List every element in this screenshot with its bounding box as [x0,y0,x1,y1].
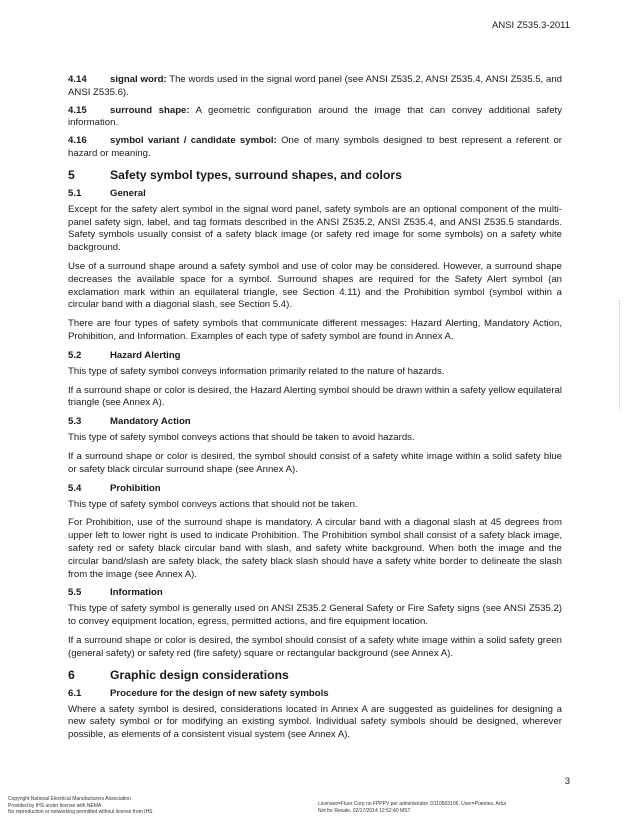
subsection-title: General [110,187,146,199]
definition-term: signal word: [110,74,167,85]
section-5-5-heading [68,587,562,598]
document-body [68,74,562,748]
paragraph: There are four types of safety symbols that communicate different messages: Hazard Alerting, Mandatory Action, Prohibition, and Information. Examples of each type of safety symbol are found in Annex A. [68,318,562,342]
clause-number: 4.14 [68,74,87,85]
paragraph: Where a safety symbol is desired, considerations located in Annex A are suggested as guidelines for designing a new safety symbol or for modifying an existing symbol. Individual safety symbols should be designed, wherever possible, as elements of a consistent visual system (see Annex A). [68,703,562,741]
section-5-heading [68,168,562,182]
section-number: 6 [68,667,75,682]
paragraph: If a surround shape or color is desired, the symbol should consist of a safety white image within a solid safety blue or safety black circular surround shape (see Annex A). [68,450,562,475]
footer-copyright [8,796,153,816]
subsection-number: 5.5 [68,587,82,599]
definition-4-14 [68,74,562,100]
footer-line: Not for Resale, 02/17/2014 12:52:40 MST [318,807,411,814]
footer-line: No reproduction or networking permitted without license from IHS [8,809,153,816]
page-number: 3 [564,776,570,787]
paragraph: This type of safety symbol conveys information primarily related to the nature of hazards. [68,365,445,377]
section-5-2-heading [68,350,562,361]
paragraph: If a surround shape or color is desired, the Hazard Alerting symbol should be drawn within a safety yellow equilateral triangle (see Annex A). [68,384,562,409]
clause-number: 4.15 [68,104,87,116]
section-6-heading [68,668,562,682]
subsection-number: 5.3 [68,416,82,428]
footer-license [318,801,506,814]
section-5-4-heading [68,483,562,494]
section-title: Safety symbol types, surround shapes, and colors [110,167,402,182]
footer-line: Provided by IHS under license with NEMA [8,802,102,809]
section-number: 5 [68,167,75,182]
subsection-title: Hazard Alerting [110,349,181,361]
clause-number: 4.16 [68,135,87,147]
subsection-number: 5.1 [68,187,82,199]
subsection-title: Mandatory Action [110,416,191,428]
footer-line: Copyright National Electrical Manufacturers Association [8,796,131,802]
definition-text: The words used in the signal word panel (see ANSI Z535.2, ANSI Z535.4, ANSI Z535.5, and ANSI Z535.6). [68,74,562,98]
footer-line: Licensee=Fluor Corp no FPPPV per administrator /2110503106, User=Puentes, Artur [318,801,507,807]
paragraph: For Prohibition, use of the surround shape is mandatory. A circular band with a diagonal slash at 45 degrees from upper left to lower right is used to indicate Prohibition. The Prohibition symbol shall consist of a safety black image, safety red or safety black circular band with slash, and safety white background. When both the image and the circular band/slash are safety black, the safety black slash should have a safety white border to delineate the slash from the image (see Annex A). [68,517,562,580]
definition-4-16 [68,135,562,161]
paragraph: If a surround shape or color is desired, the symbol should consist of a safety white image within a solid safety green (general safety) or safety red (fire safety) square or rectangular background (see Annex A). [68,634,562,659]
definition-term: surround shape: [110,104,190,116]
paragraph: Except for the safety alert symbol in the signal word panel, safety symbols are an optional component of the multi-panel safety sign, label, and tag formats described in the ANSI Z535.2, ANSI Z535.4, and ANSI Z535.5 standards. Safety symbols usually consist of a safety black image (or safety red image for some symbols) on a safety white background. [68,203,562,254]
section-5-3-heading [68,416,562,427]
section-title: Graphic design considerations [110,667,289,682]
subsection-title: Information [110,587,163,599]
page-header: ANSI Z535.3-2011 [492,20,570,31]
margin-watermark-mark [619,300,624,410]
paragraph: This type of safety symbol conveys actions that should be taken to avoid hazards. [68,432,415,444]
section-6-1-heading [68,688,562,699]
subsection-title: Procedure for the design of new safety symbols [110,687,329,699]
section-5-1-heading [68,188,562,199]
definition-term: symbol variant / candidate symbol: [110,135,277,147]
subsection-number: 6.1 [68,687,82,699]
subsection-number: 5.4 [68,482,82,494]
subsection-title: Prohibition [110,482,161,494]
definition-4-15 [68,105,562,131]
paragraph: Use of a surround shape around a safety symbol and use of color may be considered. However, a surround shape decreases the available space for a symbol. Surround shapes are required for the Safety Alert symbol (an exclamation mark within an equilateral triangle, see Section 4.11) and the Prohibition symbol (symbol within a circular band with a diagonal slash, see Section 5.4). [68,260,562,311]
subsection-number: 5.2 [68,349,82,361]
definition-text: A geometric configuration around the image that can convey additional safety information. [68,104,562,129]
paragraph: This type of safety symbol conveys actions that should not be taken. [68,498,358,510]
definition-text: One of many symbols designed to best represent a referent or hazard or meaning. [68,135,562,159]
paragraph: This type of safety symbol is generally used on ANSI Z535.2 General Safety or Fire Safety signs (see ANSI Z535.2) to convey equipment location, egress, permitted actions, and fire equipment location. [68,603,562,628]
